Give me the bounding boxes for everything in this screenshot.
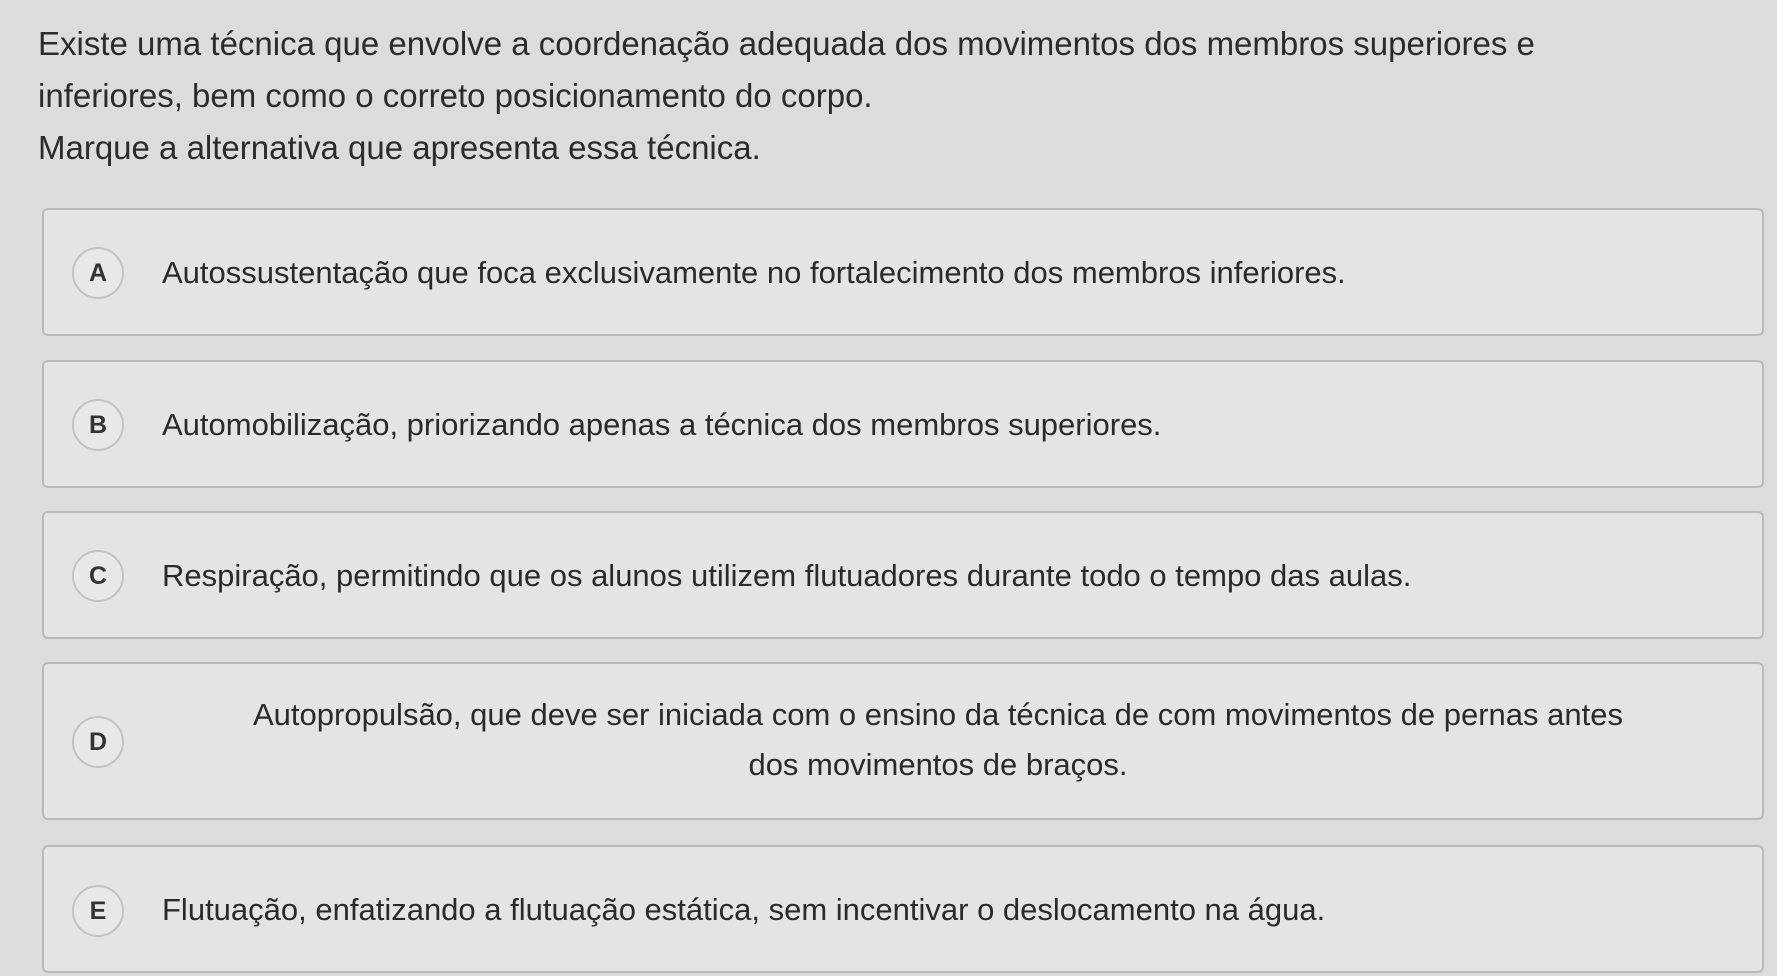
option-c[interactable]	[42, 511, 1764, 639]
option-b[interactable]	[42, 360, 1764, 488]
option-text-d-line-2: dos movimentos de braços.	[748, 747, 1128, 782]
option-letter-d: D	[72, 716, 124, 768]
option-a[interactable]	[42, 208, 1764, 336]
option-e[interactable]	[42, 845, 1764, 973]
option-letter-e: E	[72, 885, 124, 937]
option-text-d	[144, 690, 1732, 790]
option-letter-b: B	[72, 399, 124, 451]
option-text-c: Respiração, permitindo que os alunos utilizem flutuadores durante todo o tempo das aulas.	[162, 558, 1412, 593]
question-line-2: inferiores, bem como o correto posicionamento do corpo.	[38, 77, 873, 114]
option-text-d-line-1: Autopropulsão, que deve ser iniciada com o ensino da técnica de com movimentos de pernas antes	[253, 697, 1623, 732]
question-line-3: Marque a alternativa que apresenta essa técnica.	[38, 129, 761, 166]
option-letter-c: C	[72, 550, 124, 602]
option-d[interactable]	[42, 662, 1764, 820]
option-text-e: Flutuação, enfatizando a flutuação estática, sem incentivar o deslocamento na água.	[162, 892, 1326, 927]
option-text-a: Autossustentação que foca exclusivamente no fortalecimento dos membros inferiores.	[162, 255, 1346, 290]
option-text-b: Automobilização, priorizando apenas a técnica dos membros superiores.	[162, 407, 1162, 442]
question-line-1: Existe uma técnica que envolve a coordenação adequada dos movimentos dos membros superiores e	[38, 25, 1535, 62]
option-letter-a: A	[72, 247, 124, 299]
question-text	[38, 18, 1718, 174]
